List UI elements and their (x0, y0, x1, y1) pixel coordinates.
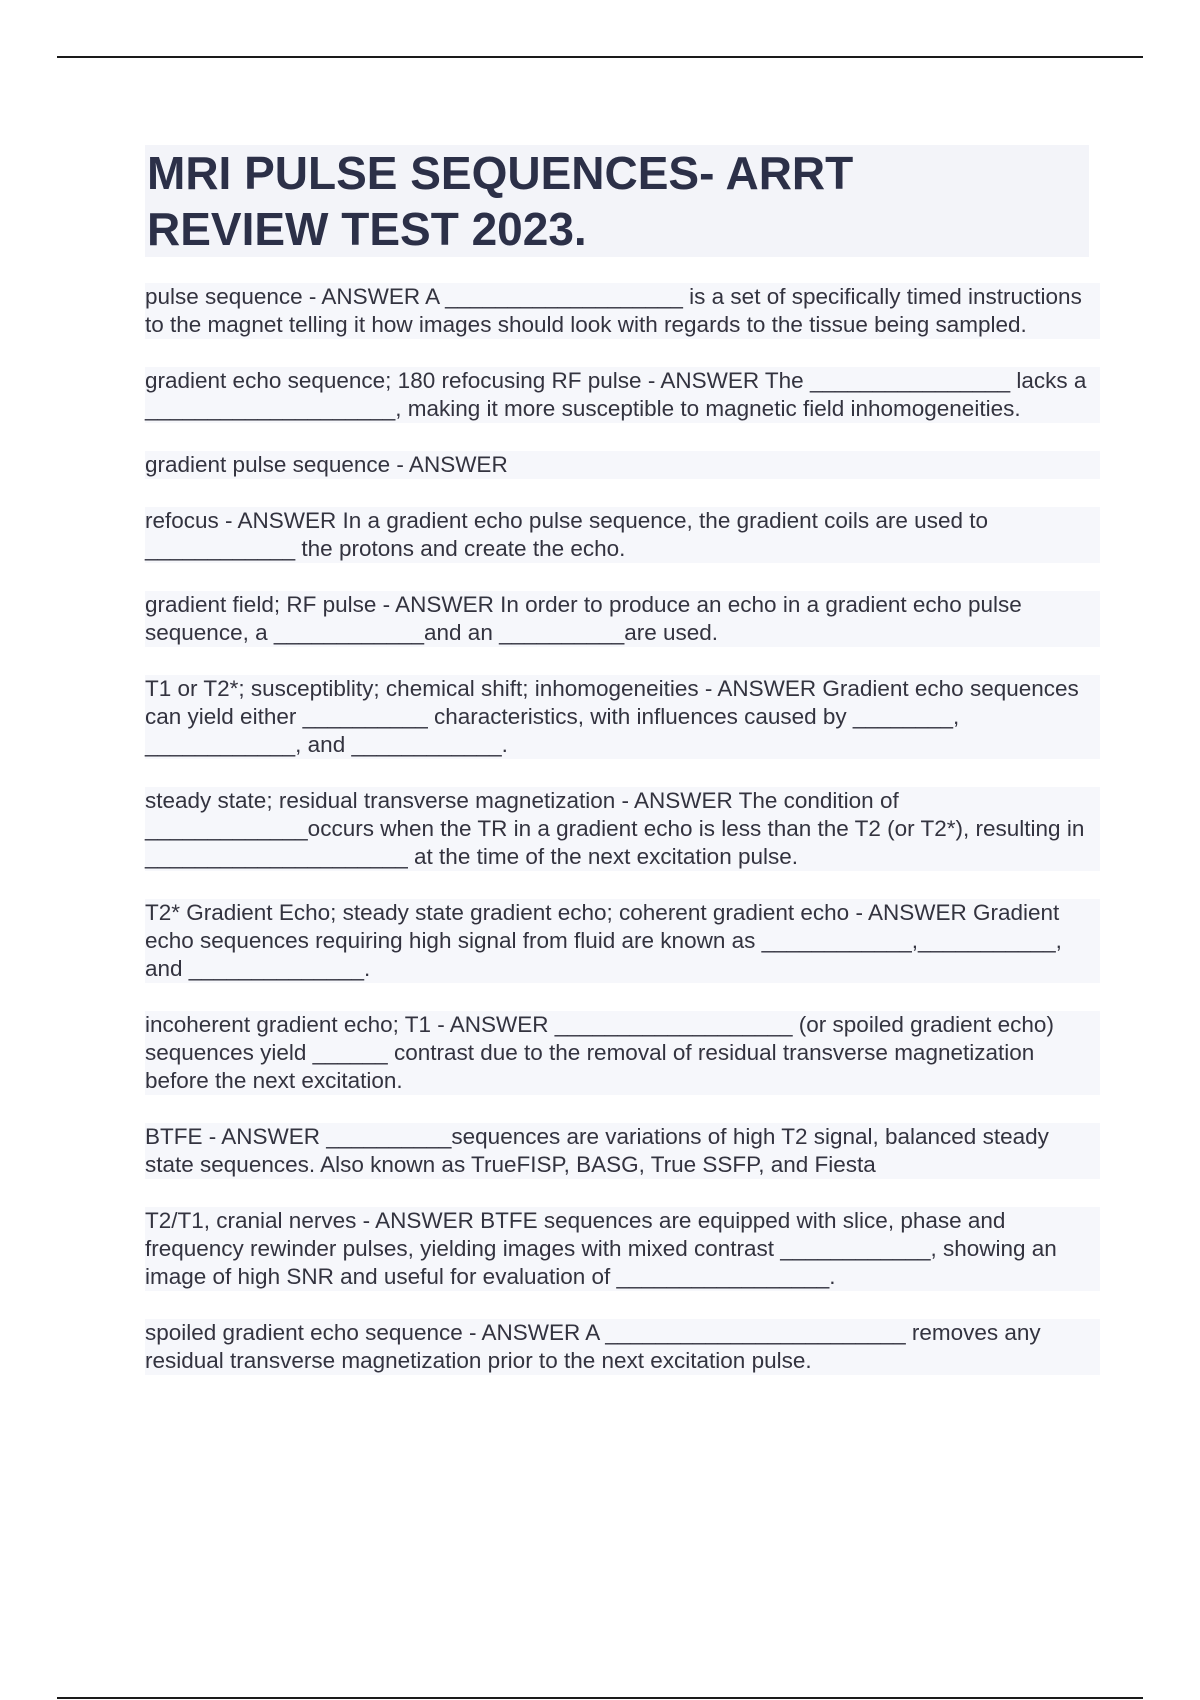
title-line-1: MRI PULSE SEQUENCES- ARRT (147, 147, 854, 199)
qa-item: refocus - ANSWER In a gradient echo pulse sequence, the gradient coils are used to ____________ the protons and create the echo. (145, 507, 1100, 563)
qa-item: BTFE - ANSWER __________sequences are variations of high T2 signal, balanced steady state sequences. Also known as TrueFISP, BASG, True SSFP, and Fiesta (145, 1123, 1100, 1179)
title-block (145, 145, 1089, 257)
qa-item: spoiled gradient echo sequence - ANSWER A ________________________ removes any residual transverse magnetization prior to the next excitation pulse. (145, 1319, 1100, 1375)
qa-item: incoherent gradient echo; T1 - ANSWER ___________________ (or spoiled gradient echo) sequences yield ______ contrast due to the removal of residual transverse magnetization before the next excitation. (145, 1011, 1100, 1095)
qa-item: gradient pulse sequence - ANSWER (145, 451, 1100, 479)
bottom-rule (57, 1697, 1143, 1699)
qa-item: gradient field; RF pulse - ANSWER In order to produce an echo in a gradient echo pulse sequence, a ____________and an __________are used. (145, 591, 1100, 647)
top-rule (57, 56, 1143, 58)
qa-list (145, 283, 1100, 1403)
qa-item: gradient echo sequence; 180 refocusing RF pulse - ANSWER The ________________ lacks a ____________________, making it more susceptible to magnetic field inhomogeneities. (145, 367, 1100, 423)
qa-item: steady state; residual transverse magnetization - ANSWER The condition of _____________occurs when the TR in a gradient echo is less than the T2 (or T2*), resulting in _____________________ at the time of the next excitation pulse. (145, 787, 1100, 871)
title-line-2: REVIEW TEST 2023. (147, 203, 587, 255)
page-title (145, 145, 1089, 257)
qa-item: T2* Gradient Echo; steady state gradient echo; coherent gradient echo - ANSWER Gradient echo sequences requiring high signal from fluid are known as ____________,___________, and ______________. (145, 899, 1100, 983)
qa-item: T1 or T2*; susceptiblity; chemical shift; inhomogeneities - ANSWER Gradient echo sequences can yield either __________ characteristics, with influences caused by ________, ____________, and ____________. (145, 675, 1100, 759)
qa-item: pulse sequence - ANSWER A ___________________ is a set of specifically timed instructions to the magnet telling it how images should look with regards to the tissue being sampled. (145, 283, 1100, 339)
qa-item: T2/T1, cranial nerves - ANSWER BTFE sequences are equipped with slice, phase and frequency rewinder pulses, yielding images with mixed contrast ____________, showing an image of high SNR and useful for evaluation of _________________. (145, 1207, 1100, 1291)
